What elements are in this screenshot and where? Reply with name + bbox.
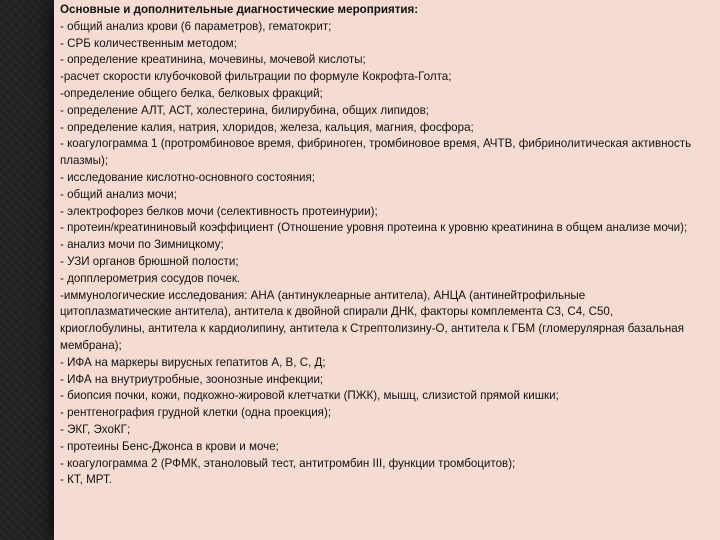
list-item: -расчет скорости клубочковой фильтрации по формуле Кокрофта-Голта; [60, 70, 452, 84]
list-item: - протеины Бенс-Джонса в крови и моче; [60, 439, 279, 453]
list-item: -определение общего белка, белковых фракций; [60, 86, 323, 100]
list-item: - КТ, МРТ. [60, 473, 112, 487]
list-item: - коагулограмма 1 (протромбиновое время, фибриноген, тромбиновое время, АЧТВ, фибринолитическая активность плазмы); [60, 137, 692, 168]
list-item: - общий анализ мочи; [60, 187, 177, 201]
list-item: - исследование кислотно-основного состояния; [60, 170, 316, 184]
list-item: - УЗИ органов брюшной полости; [60, 254, 239, 268]
list-item: - коагулограмма 2 (РФМК, этаноловый тест, антитромбин III, функции тромбоцитов); [60, 456, 516, 470]
list-item: -иммунологические исследования: АНА (антинуклеарные антитела), АНЦА (антинейтрофильные цитоплазматические антитела), антитела к двойной спирали ДНК, факторы комплемента С3, С4, С50, криоглобулины, антитела к кардиолипину, антитела к Стрептолизину-О, антитела к ГБМ (гломерулярная базальная мембрана); [60, 288, 685, 352]
list-item: - биопсия почки, кожи, подкожно-жировой клетчатки (ПЖК), мышц, слизистой прямой кишки; [60, 389, 559, 403]
list-item: - протеин/креатининовый коэффициент (Отношение уровня протеина к уровню креатинина в общем анализе мочи); [60, 221, 688, 235]
slide-text-block [60, 2, 700, 489]
list-item: - СРБ количественным методом; [60, 36, 237, 50]
list-item: - ИФА на внутриутробные, зоонозные инфекции; [60, 372, 324, 386]
slide-title: Основные и дополнительные диагностические мероприятия: [60, 3, 419, 16]
list-item: - определение креатинина, мочевины, мочевой кислоты; [60, 53, 366, 67]
list-item: - анализ мочи по Зимницкому; [60, 238, 224, 252]
list-item: - определение калия, натрия, хлоридов, железа, кальция, магния, фосфора; [60, 120, 474, 134]
list-item: - ИФА на маркеры вирусных гепатитов А, В, С, Д; [60, 355, 326, 369]
list-item: - общий анализ крови (6 параметров), гематокрит; [60, 19, 332, 33]
list-item: - допплерометрия сосудов почек. [60, 271, 241, 285]
list-item: - определение АЛТ, АСТ, холестерина, билирубина, общих липидов; [60, 103, 430, 117]
list-item: - электрофорез белков мочи (селективность протеинурии); [60, 204, 378, 218]
list-item: - ЭКГ, ЭхоКГ; [60, 422, 131, 436]
list-item: - рентгенография грудной клетки (одна проекция); [60, 406, 332, 420]
